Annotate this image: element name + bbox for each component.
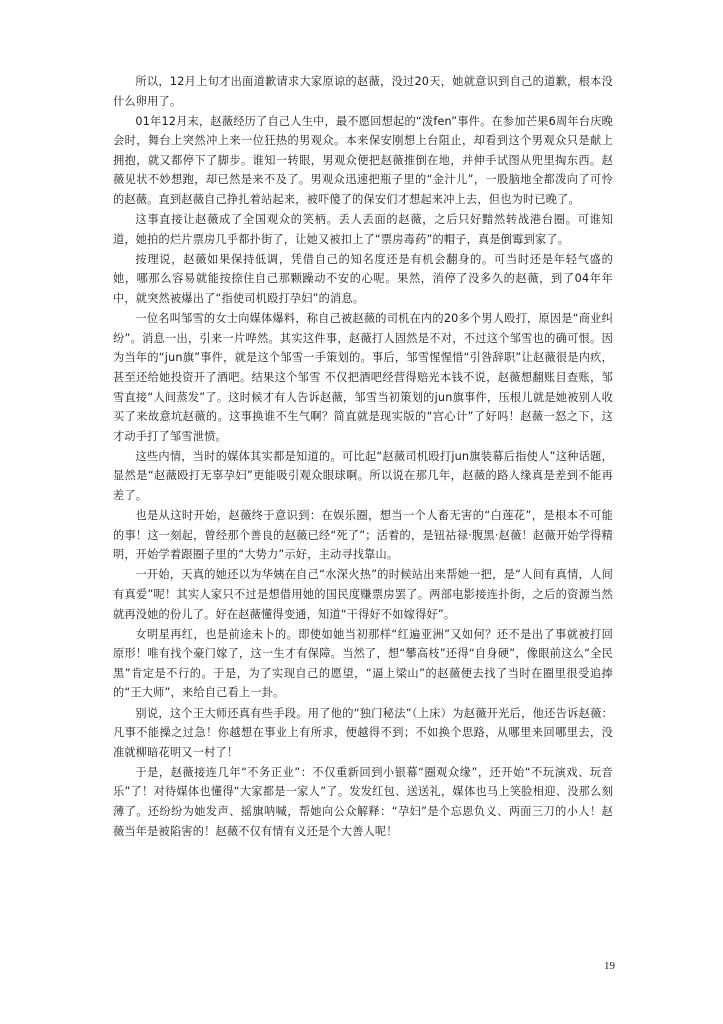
paragraph: 01年12月末，赵薇经历了自己人生中，最不愿回想起的“泼fen”事件。在参加芒果6周年台庆晚会时，舞台上突然冲上来一位狂热的男观众。本来保安刚想上台阻止，却看到这个男观众只是献上拥抱，就又都停下了脚步。谁知一转眼，男观众便把赵薇推倒在地，并伸手试图从兜里掏东西。赵薇见状不妙想跑，却已然是来不及了。男观众迅速把瓶子里的“金汁儿”，一股脑地全都泼向了可怜的赵薇。直到赵薇自己挣扎着站起来，被吓傻了的保安们才想起来冲上去，但也为时已晚了。 bbox=[113, 114, 613, 207]
paragraph: 一开始，天真的她还以为华姨在自己“水深火热”的时候站出来帮她一把，是“人间有真情，人间有真爱”呢！其实人家只不过是想借用她的国民度赚票房罢了。两部电影接连扑街，之后的资源当然就再没她的份儿了。好在赵薇懂得变通，知道“干得好不如嫁得好”。 bbox=[113, 568, 613, 621]
paragraph: 这事直接让赵薇成了全国观众的笑柄。丢人丢面的赵薇，之后只好黯然转战港台圈。可谁知道，她拍的烂片票房几乎都扑街了，让她又被扣上了“票房毒药”的帽子，真是倒霉到家了。 bbox=[113, 213, 613, 246]
page-number: 19 bbox=[604, 960, 615, 972]
paragraph: 所以，12月上旬才出面道歉请求大家原谅的赵薇，没过20天，她就意识到自己的道歉，根本没什么卵用了。 bbox=[113, 75, 613, 108]
paragraph: 女明星再红，也是前途未卜的。即使如她当初那样“红遍亚洲”又如何？还不是出了事就被打回原形！唯有找个豪门嫁了，这一生才有保障。当然了，想“攀高枝”还得“自身硬”，像眼前这么“全民黑”肯定是不行的。于是，为了实现自己的愿望，“逼上梁山”的赵薇便去找了当时在圈里很受追捧的“王大师”，来给自己看上一卦。 bbox=[113, 627, 613, 700]
paragraph: 也是从这时开始，赵薇终于意识到：在娱乐圈，想当一个人畜无害的“白莲花”，是根本不可能的事！这一刻起，曾经那个善良的赵薇已经“死了”；活着的，是钮祜禄·腹黑·赵薇！赵薇开始学得精明，开始学着跟圈子里的“大势力”示好，主动寻找靠山。 bbox=[113, 509, 613, 562]
paragraph: 这些内情，当时的媒体其实都是知道的。可比起“赵薇司机殴打jun旗装幕后指使人”这种话题，显然是“赵薇殴打无辜孕妇”更能吸引观众眼球啊。所以说在那几年，赵薇的路人缘真是差到不能再差了。 bbox=[113, 449, 613, 502]
page-body bbox=[113, 72, 613, 842]
paragraph: 一位名叫邹雪的女士向媒体爆料，称自己被赵薇的司机在内的20多个男人殴打，原因是“商业纠纷”。消息一出，引来一片哗然。其实这件事，赵薇打人固然是不对，不过这个邹雪也的确可恨。因为当年的“jun旗”事件，就是这个邹雪一手策划的。事后，邹雪惺惺惜“引咎辞职”让赵薇很是内疚，甚至还给她投资开了酒吧。结果这个邹雪 不仅把酒吧经营得赔光本钱不说，赵薇想翻账目查账，邹雪直接“人间蒸发”了。这时候才有人告诉赵薇，邹雪当初策划的jun旗事件，压根儿就是她被别人收买了来故意坑赵薇的。这事换谁不生气啊？简直就是现实版的“宫心计”了好吗！赵薇一怒之下，这才动手打了邹雪泄愤。 bbox=[113, 312, 613, 443]
paragraph: 按理说，赵薇如果保持低调，凭借自己的知名度还是有机会翻身的。可当时还是年轻气盛的她，哪那么容易就能按捺住自己那颗躁动不安的心呢。果然，消停了没多久的赵薇，到了04年年中，就突然被爆出了“指使司机殴打孕妇”的消息。 bbox=[113, 252, 613, 306]
paragraph: 于是，赵薇接连几年“不务正业”：不仅重新回到小银幕“圈观众缘”，还开始“不玩演戏、玩音乐”了！对待媒体也懂得“大家都是一家人”了。发发红包、送送礼，媒体也马上笑脸相迎、没那么刻薄了。还纷纷为她发声、摇旗呐喊，帮她向公众解释：“孕妇”是个忘恩负义、两面三刀的小人！赵薇当年是被陷害的！赵薇不仅有情有义还是个大善人呢！ bbox=[113, 765, 613, 838]
paragraph: 别说，这个王大师还真有些手段。用了他的“独门秘法”（上床）为赵薇开光后，他还告诉赵薇：凡事不能操之过急！你越想在事业上有所求，便越得不到；不如换个思路，从哪里来回哪里去，没准就柳暗花明又一村了！ bbox=[113, 706, 613, 759]
